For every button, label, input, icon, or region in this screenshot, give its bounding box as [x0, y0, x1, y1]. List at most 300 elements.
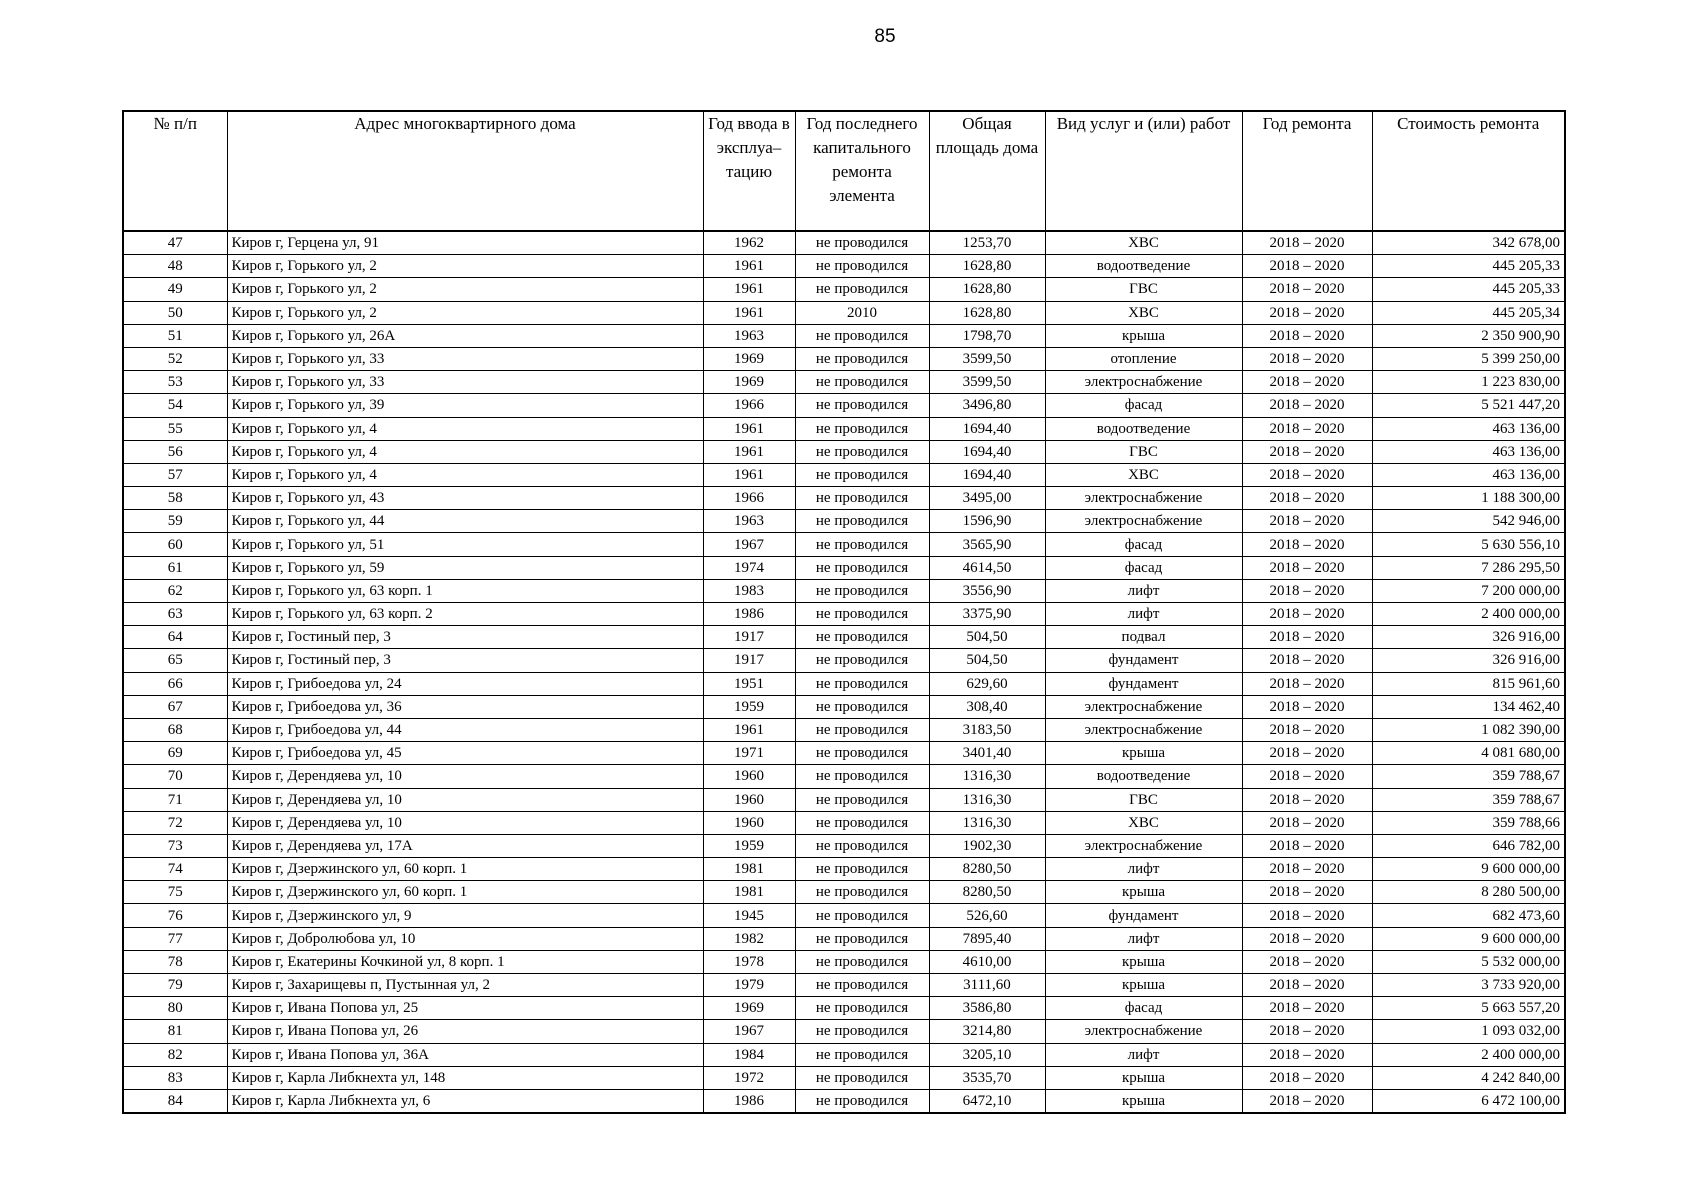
row-service: крыша [1045, 974, 1242, 997]
row-repair-year: 2018 – 2020 [1242, 324, 1372, 347]
row-last-repair: не проводился [795, 765, 929, 788]
row-address: Киров г, Дзержинского ул, 60 корп. 1 [227, 858, 703, 881]
row-repair-year: 2018 – 2020 [1242, 1089, 1372, 1113]
row-area: 3214,80 [929, 1020, 1045, 1043]
row-address: Киров г, Екатерины Кочкиной ул, 8 корп. 1 [227, 950, 703, 973]
row-area: 6472,10 [929, 1089, 1045, 1113]
row-last-repair: не проводился [795, 742, 929, 765]
row-cost: 359 788,67 [1372, 765, 1565, 788]
row-last-repair: не проводился [795, 487, 929, 510]
table-row [123, 255, 1565, 278]
row-repair-year: 2018 – 2020 [1242, 556, 1372, 579]
row-repair-year: 2018 – 2020 [1242, 811, 1372, 834]
row-area: 3599,50 [929, 347, 1045, 370]
row-year-built: 1969 [703, 997, 795, 1020]
row-number: 58 [123, 487, 227, 510]
row-address: Киров г, Грибоедова ул, 24 [227, 672, 703, 695]
row-year-built: 1979 [703, 974, 795, 997]
table-row [123, 440, 1565, 463]
row-service: ГВС [1045, 788, 1242, 811]
row-year-built: 1974 [703, 556, 795, 579]
row-service: водоотведение [1045, 255, 1242, 278]
row-number: 51 [123, 324, 227, 347]
row-repair-year: 2018 – 2020 [1242, 695, 1372, 718]
row-area: 1596,90 [929, 510, 1045, 533]
row-repair-year: 2018 – 2020 [1242, 1043, 1372, 1066]
table-row [123, 974, 1565, 997]
row-last-repair: не проводился [795, 997, 929, 1020]
row-last-repair: не проводился [795, 440, 929, 463]
row-cost: 3 733 920,00 [1372, 974, 1565, 997]
row-area: 7895,40 [929, 927, 1045, 950]
row-area: 3205,10 [929, 1043, 1045, 1066]
row-service: ХВС [1045, 811, 1242, 834]
table-row [123, 997, 1565, 1020]
row-number: 82 [123, 1043, 227, 1066]
row-area: 3401,40 [929, 742, 1045, 765]
row-address: Киров г, Карла Либкнехта ул, 6 [227, 1089, 703, 1113]
row-area: 3556,90 [929, 579, 1045, 602]
row-number: 52 [123, 347, 227, 370]
row-cost: 463 136,00 [1372, 463, 1565, 486]
row-address: Киров г, Горького ул, 2 [227, 301, 703, 324]
row-number: 81 [123, 1020, 227, 1043]
row-year-built: 1986 [703, 603, 795, 626]
row-year-built: 1967 [703, 533, 795, 556]
table-row [123, 927, 1565, 950]
table-row [123, 347, 1565, 370]
row-last-repair: не проводился [795, 231, 929, 255]
table-row [123, 231, 1565, 255]
row-last-repair: не проводился [795, 974, 929, 997]
row-cost: 1 223 830,00 [1372, 371, 1565, 394]
row-address: Киров г, Дерендяева ул, 10 [227, 811, 703, 834]
row-number: 76 [123, 904, 227, 927]
table-row [123, 672, 1565, 695]
row-number: 77 [123, 927, 227, 950]
row-number: 84 [123, 1089, 227, 1113]
row-service: электроснабжение [1045, 1020, 1242, 1043]
header-address: Адрес многоквартирного дома [227, 111, 703, 231]
table-row [123, 718, 1565, 741]
table-body [123, 231, 1565, 1113]
row-year-built: 1966 [703, 394, 795, 417]
row-number: 50 [123, 301, 227, 324]
row-service: фундамент [1045, 649, 1242, 672]
row-number: 61 [123, 556, 227, 579]
row-last-repair: не проводился [795, 672, 929, 695]
row-service: лифт [1045, 603, 1242, 626]
row-repair-year: 2018 – 2020 [1242, 1066, 1372, 1089]
row-repair-year: 2018 – 2020 [1242, 301, 1372, 324]
row-service: лифт [1045, 927, 1242, 950]
row-cost: 6 472 100,00 [1372, 1089, 1565, 1113]
row-service: ГВС [1045, 440, 1242, 463]
row-service: ГВС [1045, 278, 1242, 301]
row-number: 78 [123, 950, 227, 973]
row-area: 1316,30 [929, 788, 1045, 811]
row-area: 1694,40 [929, 463, 1045, 486]
row-repair-year: 2018 – 2020 [1242, 997, 1372, 1020]
row-year-built: 1961 [703, 718, 795, 741]
row-address: Киров г, Ивана Попова ул, 36А [227, 1043, 703, 1066]
row-cost: 463 136,00 [1372, 440, 1565, 463]
row-last-repair: не проводился [795, 510, 929, 533]
row-area: 4614,50 [929, 556, 1045, 579]
row-cost: 445 205,33 [1372, 278, 1565, 301]
header-cost: Стоимость ремонта [1372, 111, 1565, 231]
table-row [123, 950, 1565, 973]
row-cost: 682 473,60 [1372, 904, 1565, 927]
table-row [123, 788, 1565, 811]
row-service: крыша [1045, 742, 1242, 765]
row-area: 1316,30 [929, 765, 1045, 788]
row-number: 60 [123, 533, 227, 556]
row-year-built: 1960 [703, 811, 795, 834]
row-number: 63 [123, 603, 227, 626]
row-cost: 342 678,00 [1372, 231, 1565, 255]
row-repair-year: 2018 – 2020 [1242, 927, 1372, 950]
table-row [123, 904, 1565, 927]
row-address: Киров г, Горького ул, 4 [227, 463, 703, 486]
row-area: 526,60 [929, 904, 1045, 927]
row-address: Киров г, Горького ул, 4 [227, 440, 703, 463]
row-last-repair: не проводился [795, 1043, 929, 1066]
row-area: 3565,90 [929, 533, 1045, 556]
table-header [123, 111, 1565, 231]
header-area: Общая площадь дома [929, 111, 1045, 231]
table-row [123, 858, 1565, 881]
table-row [123, 556, 1565, 579]
row-service: водоотведение [1045, 417, 1242, 440]
row-repair-year: 2018 – 2020 [1242, 788, 1372, 811]
row-year-built: 1972 [703, 1066, 795, 1089]
row-service: электроснабжение [1045, 834, 1242, 857]
row-area: 8280,50 [929, 858, 1045, 881]
row-repair-year: 2018 – 2020 [1242, 672, 1372, 695]
row-last-repair: не проводился [795, 556, 929, 579]
row-number: 59 [123, 510, 227, 533]
row-area: 8280,50 [929, 881, 1045, 904]
row-service: электроснабжение [1045, 695, 1242, 718]
row-area: 1902,30 [929, 834, 1045, 857]
row-number: 66 [123, 672, 227, 695]
row-service: фундамент [1045, 672, 1242, 695]
row-cost: 445 205,34 [1372, 301, 1565, 324]
row-year-built: 1962 [703, 231, 795, 255]
row-number: 74 [123, 858, 227, 881]
row-repair-year: 2018 – 2020 [1242, 950, 1372, 973]
row-area: 1628,80 [929, 301, 1045, 324]
row-repair-year: 2018 – 2020 [1242, 533, 1372, 556]
table-row [123, 417, 1565, 440]
row-repair-year: 2018 – 2020 [1242, 742, 1372, 765]
row-service: фасад [1045, 556, 1242, 579]
row-area: 4610,00 [929, 950, 1045, 973]
page-number: 85 [874, 26, 896, 47]
row-year-built: 1981 [703, 881, 795, 904]
table-row [123, 811, 1565, 834]
row-last-repair: не проводился [795, 394, 929, 417]
header-service: Вид услуг и (или) работ [1045, 111, 1242, 231]
row-year-built: 1963 [703, 510, 795, 533]
row-repair-year: 2018 – 2020 [1242, 440, 1372, 463]
row-service: фасад [1045, 997, 1242, 1020]
row-last-repair: не проводился [795, 811, 929, 834]
row-repair-year: 2018 – 2020 [1242, 278, 1372, 301]
row-number: 83 [123, 1066, 227, 1089]
row-area: 629,60 [929, 672, 1045, 695]
table-row [123, 1089, 1565, 1113]
row-year-built: 1960 [703, 765, 795, 788]
row-service: фундамент [1045, 904, 1242, 927]
row-year-built: 1945 [703, 904, 795, 927]
row-number: 68 [123, 718, 227, 741]
row-year-built: 1959 [703, 695, 795, 718]
row-number: 47 [123, 231, 227, 255]
row-cost: 5 532 000,00 [1372, 950, 1565, 973]
row-area: 1694,40 [929, 417, 1045, 440]
row-service: фасад [1045, 394, 1242, 417]
row-cost: 2 350 900,90 [1372, 324, 1565, 347]
row-repair-year: 2018 – 2020 [1242, 718, 1372, 741]
row-year-built: 1961 [703, 278, 795, 301]
row-year-built: 1917 [703, 626, 795, 649]
row-area: 3183,50 [929, 718, 1045, 741]
row-area: 3495,00 [929, 487, 1045, 510]
row-service: ХВС [1045, 463, 1242, 486]
row-repair-year: 2018 – 2020 [1242, 834, 1372, 857]
row-cost: 5 399 250,00 [1372, 347, 1565, 370]
row-address: Киров г, Горького ул, 44 [227, 510, 703, 533]
row-last-repair: не проводился [795, 278, 929, 301]
row-address: Киров г, Дзержинского ул, 9 [227, 904, 703, 927]
row-address: Киров г, Дерендяева ул, 10 [227, 788, 703, 811]
row-repair-year: 2018 – 2020 [1242, 231, 1372, 255]
row-year-built: 1961 [703, 301, 795, 324]
row-service: крыша [1045, 1089, 1242, 1113]
row-service: электроснабжение [1045, 487, 1242, 510]
row-year-built: 1978 [703, 950, 795, 973]
row-number: 48 [123, 255, 227, 278]
row-cost: 8 280 500,00 [1372, 881, 1565, 904]
row-cost: 445 205,33 [1372, 255, 1565, 278]
row-address: Киров г, Горького ул, 33 [227, 347, 703, 370]
row-last-repair: не проводился [795, 533, 929, 556]
header-year-built: Год ввода в эксплуа– тацию [703, 111, 795, 231]
row-last-repair: не проводился [795, 1089, 929, 1113]
row-service: крыша [1045, 950, 1242, 973]
row-service: крыша [1045, 324, 1242, 347]
table-row [123, 649, 1565, 672]
row-address: Киров г, Грибоедова ул, 44 [227, 718, 703, 741]
row-service: лифт [1045, 858, 1242, 881]
row-last-repair: не проводился [795, 603, 929, 626]
row-area: 3535,70 [929, 1066, 1045, 1089]
row-repair-year: 2018 – 2020 [1242, 858, 1372, 881]
row-number: 79 [123, 974, 227, 997]
row-year-built: 1982 [703, 927, 795, 950]
row-cost: 5 521 447,20 [1372, 394, 1565, 417]
table-row [123, 742, 1565, 765]
row-address: Киров г, Добролюбова ул, 10 [227, 927, 703, 950]
row-year-built: 1961 [703, 417, 795, 440]
row-number: 62 [123, 579, 227, 602]
row-repair-year: 2018 – 2020 [1242, 649, 1372, 672]
row-year-built: 1967 [703, 1020, 795, 1043]
row-year-built: 1984 [703, 1043, 795, 1066]
row-address: Киров г, Карла Либкнехта ул, 148 [227, 1066, 703, 1089]
row-repair-year: 2018 – 2020 [1242, 626, 1372, 649]
table-row [123, 1043, 1565, 1066]
row-address: Киров г, Герцена ул, 91 [227, 231, 703, 255]
row-address: Киров г, Ивана Попова ул, 26 [227, 1020, 703, 1043]
row-area: 1798,70 [929, 324, 1045, 347]
row-last-repair: не проводился [795, 927, 929, 950]
row-repair-year: 2018 – 2020 [1242, 463, 1372, 486]
row-cost: 4 081 680,00 [1372, 742, 1565, 765]
row-number: 71 [123, 788, 227, 811]
row-area: 504,50 [929, 626, 1045, 649]
row-last-repair: не проводился [795, 626, 929, 649]
row-service: лифт [1045, 1043, 1242, 1066]
row-cost: 359 788,67 [1372, 788, 1565, 811]
row-service: фасад [1045, 533, 1242, 556]
row-repair-year: 2018 – 2020 [1242, 394, 1372, 417]
row-address: Киров г, Горького ул, 26А [227, 324, 703, 347]
row-area: 504,50 [929, 649, 1045, 672]
row-last-repair: не проводился [795, 788, 929, 811]
table-row [123, 278, 1565, 301]
row-address: Киров г, Дерендяева ул, 17А [227, 834, 703, 857]
row-address: Киров г, Горького ул, 2 [227, 278, 703, 301]
row-year-built: 1969 [703, 347, 795, 370]
row-last-repair: не проводился [795, 255, 929, 278]
row-year-built: 1961 [703, 440, 795, 463]
row-address: Киров г, Захарищевы п, Пустынная ул, 2 [227, 974, 703, 997]
row-year-built: 1971 [703, 742, 795, 765]
row-repair-year: 2018 – 2020 [1242, 579, 1372, 602]
row-last-repair: не проводился [795, 950, 929, 973]
table-row [123, 579, 1565, 602]
row-service: электроснабжение [1045, 510, 1242, 533]
repair-table [122, 110, 1566, 1114]
row-number: 75 [123, 881, 227, 904]
table-row [123, 1020, 1565, 1043]
table-row [123, 463, 1565, 486]
table-row [123, 301, 1565, 324]
row-address: Киров г, Горького ул, 2 [227, 255, 703, 278]
table-row [123, 626, 1565, 649]
row-address: Киров г, Гостиный пер, 3 [227, 626, 703, 649]
row-cost: 7 200 000,00 [1372, 579, 1565, 602]
table-row [123, 324, 1565, 347]
row-number: 49 [123, 278, 227, 301]
row-service: электроснабжение [1045, 718, 1242, 741]
row-repair-year: 2018 – 2020 [1242, 765, 1372, 788]
row-area: 3496,80 [929, 394, 1045, 417]
row-year-built: 1917 [703, 649, 795, 672]
row-service: водоотведение [1045, 765, 1242, 788]
row-cost: 7 286 295,50 [1372, 556, 1565, 579]
row-number: 80 [123, 997, 227, 1020]
row-cost: 2 400 000,00 [1372, 1043, 1565, 1066]
table-row [123, 533, 1565, 556]
table-row [123, 371, 1565, 394]
row-service: крыша [1045, 881, 1242, 904]
row-area: 308,40 [929, 695, 1045, 718]
table-row [123, 1066, 1565, 1089]
row-area: 3586,80 [929, 997, 1045, 1020]
row-service: отопление [1045, 347, 1242, 370]
row-cost: 2 400 000,00 [1372, 603, 1565, 626]
row-last-repair: не проводился [795, 1066, 929, 1089]
row-last-repair: 2010 [795, 301, 929, 324]
row-last-repair: не проводился [795, 858, 929, 881]
table-row [123, 394, 1565, 417]
row-address: Киров г, Горького ул, 59 [227, 556, 703, 579]
row-repair-year: 2018 – 2020 [1242, 371, 1372, 394]
row-cost: 815 961,60 [1372, 672, 1565, 695]
row-year-built: 1961 [703, 463, 795, 486]
row-cost: 646 782,00 [1372, 834, 1565, 857]
row-cost: 542 946,00 [1372, 510, 1565, 533]
row-service: подвал [1045, 626, 1242, 649]
row-number: 69 [123, 742, 227, 765]
row-repair-year: 2018 – 2020 [1242, 974, 1372, 997]
row-number: 70 [123, 765, 227, 788]
row-address: Киров г, Горького ул, 4 [227, 417, 703, 440]
row-last-repair: не проводился [795, 904, 929, 927]
row-number: 54 [123, 394, 227, 417]
row-area: 1628,80 [929, 255, 1045, 278]
row-year-built: 1951 [703, 672, 795, 695]
row-service: крыша [1045, 1066, 1242, 1089]
row-number: 57 [123, 463, 227, 486]
row-number: 53 [123, 371, 227, 394]
table-row [123, 487, 1565, 510]
row-number: 73 [123, 834, 227, 857]
row-cost: 9 600 000,00 [1372, 927, 1565, 950]
row-number: 64 [123, 626, 227, 649]
row-cost: 359 788,66 [1372, 811, 1565, 834]
row-repair-year: 2018 – 2020 [1242, 1020, 1372, 1043]
row-address: Киров г, Горького ул, 39 [227, 394, 703, 417]
header-repair-year: Год ремонта [1242, 111, 1372, 231]
row-address: Киров г, Горького ул, 63 корп. 2 [227, 603, 703, 626]
row-address: Киров г, Горького ул, 33 [227, 371, 703, 394]
row-area: 1316,30 [929, 811, 1045, 834]
row-year-built: 1966 [703, 487, 795, 510]
row-cost: 4 242 840,00 [1372, 1066, 1565, 1089]
row-number: 56 [123, 440, 227, 463]
row-address: Киров г, Ивана Попова ул, 25 [227, 997, 703, 1020]
row-last-repair: не проводился [795, 881, 929, 904]
table-row [123, 881, 1565, 904]
row-repair-year: 2018 – 2020 [1242, 417, 1372, 440]
row-repair-year: 2018 – 2020 [1242, 487, 1372, 510]
row-number: 65 [123, 649, 227, 672]
row-last-repair: не проводился [795, 579, 929, 602]
row-address: Киров г, Грибоедова ул, 45 [227, 742, 703, 765]
row-last-repair: не проводился [795, 1020, 929, 1043]
row-repair-year: 2018 – 2020 [1242, 510, 1372, 533]
header-num: № п/п [123, 111, 227, 231]
row-repair-year: 2018 – 2020 [1242, 881, 1372, 904]
row-repair-year: 2018 – 2020 [1242, 255, 1372, 278]
row-cost: 5 630 556,10 [1372, 533, 1565, 556]
row-cost: 9 600 000,00 [1372, 858, 1565, 881]
